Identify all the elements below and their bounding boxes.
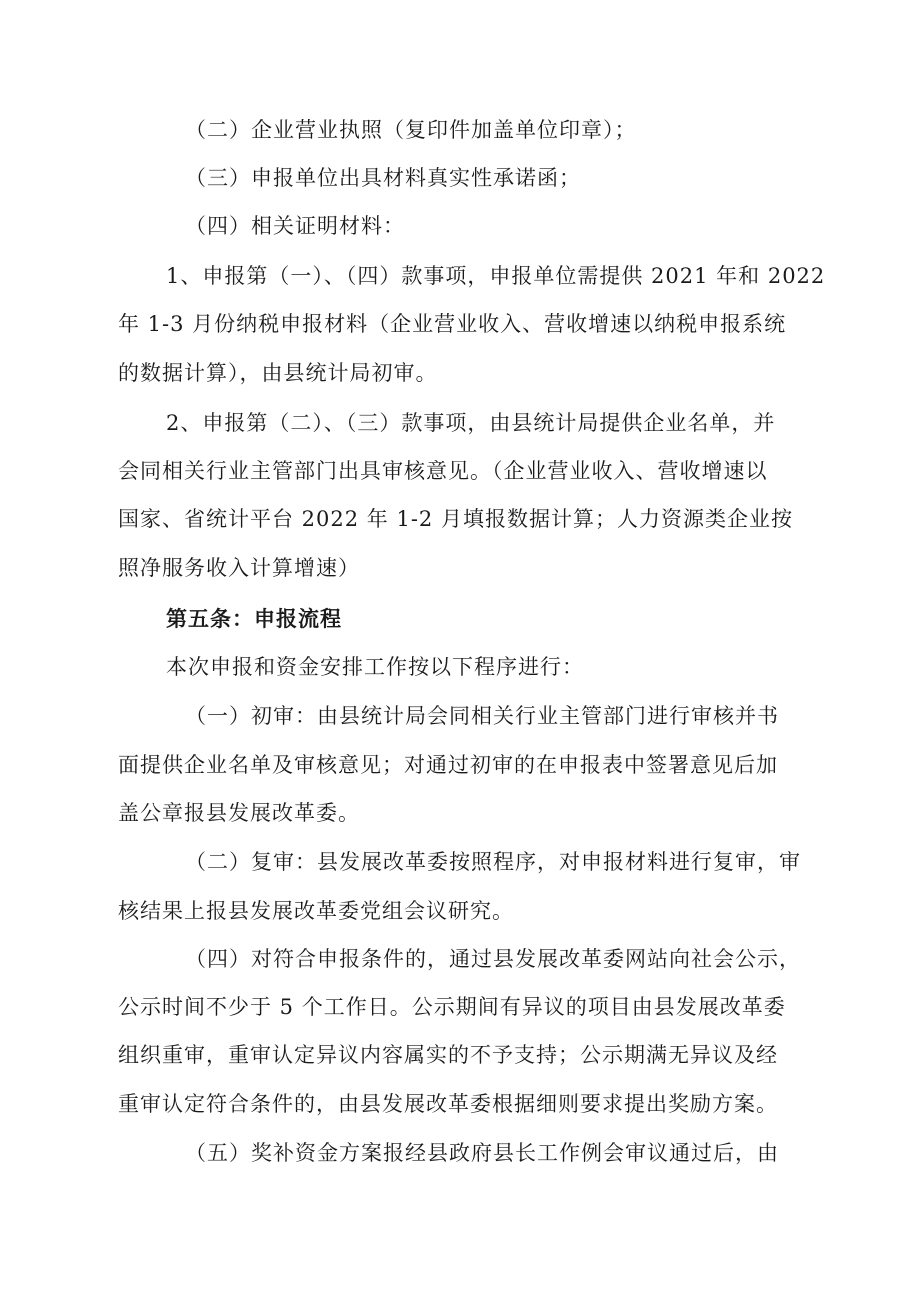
paragraph-line: （三）申报单位出具材料真实性承诺函； xyxy=(185,166,581,190)
paragraph-line: （二）复审：县发展改革委按照程序，对申报材料进行复审，审 xyxy=(185,850,801,874)
paragraph-line: 会同相关行业主管部门出具审核意见。（企业营业收入、营收增速以 xyxy=(118,459,768,483)
paragraph-line: 2、申报第（二）、（三）款事项，由县统计局提供企业名单，并 xyxy=(166,411,776,435)
paragraph-line: 的数据计算），由县统计局初审。 xyxy=(118,361,438,385)
paragraph-line: （五）奖补资金方案报经县政府县长工作例会审议通过后，由 xyxy=(185,1141,779,1165)
paragraph-line: 本次申报和资金安排工作按以下程序进行： xyxy=(166,655,584,679)
paragraph-line: （四）相关证明材料： xyxy=(185,214,405,238)
paragraph-line: （二）企业营业执照（复印件加盖单位印章）； xyxy=(185,118,637,142)
paragraph-line: 组织重审，重审认定异议内容属实的不予支持；公示期满无异议及经 xyxy=(118,1043,778,1067)
paragraph-line: 面提供企业名单及审核意见；对通过初审的在申报表中签署意见后加 xyxy=(118,753,778,777)
section-heading: 第五条：申报流程 xyxy=(166,607,342,631)
paragraph-line: 年 1-3 月份纳税申报材料（企业营业收入、营收增速以纳税申报系统 xyxy=(118,312,787,336)
paragraph-line: 重审认定符合条件的，由县发展改革委根据细则要求提出奖励方案。 xyxy=(118,1092,778,1116)
paragraph-line: 盖公章报县发展改革委。 xyxy=(118,801,360,825)
paragraph-line: （一）初审：由县统计局会同相关行业主管部门进行审核并书 xyxy=(185,704,779,728)
paragraph-line: （四）对符合申报条件的，通过县发展改革委网站向社会公示， xyxy=(185,947,801,971)
paragraph-line: 1、申报第（一）、（四）款事项，申报单位需提供 2021 年和 2022 xyxy=(166,264,826,288)
paragraph-line: 核结果上报县发展改革委党组会议研究。 xyxy=(118,899,514,923)
paragraph-line: 照净服务收入计算增速） xyxy=(118,556,360,580)
paragraph-line: 公示时间不少于 5 个工作日。公示期间有异议的项目由县发展改革委 xyxy=(118,995,786,1019)
paragraph-line: 国家、省统计平台 2022 年 1-2 月填报数据计算；人力资源类企业按 xyxy=(118,507,793,531)
